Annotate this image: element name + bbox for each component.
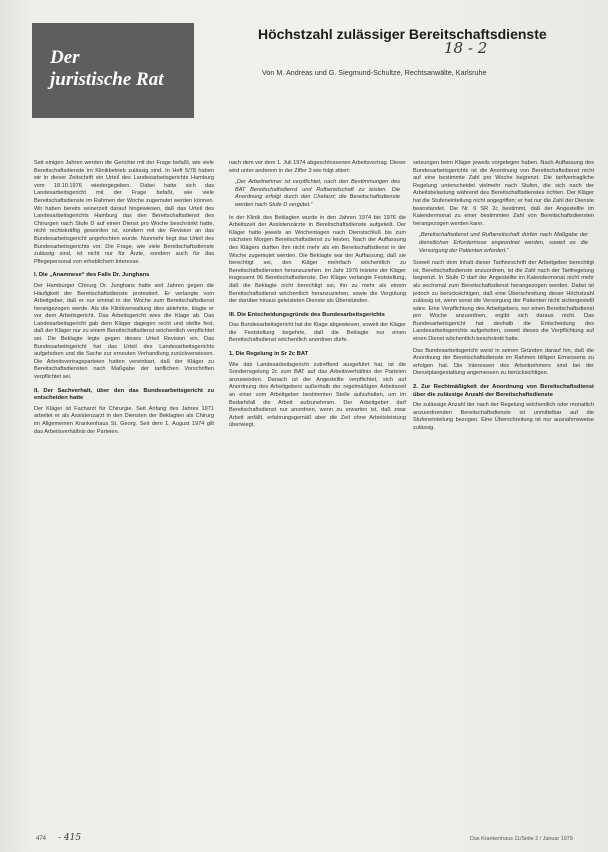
- paragraph: Der Kläger ist Facharzt für Chirurgie. Seit Anfang des Jahres 1971 arbeitet er als Assistenzarzt in den Diensten der Beklagten als Chirurg im Allgemeinen Krankenhaus St. Georg. Seit dem 1. August 1974 gilt das Arbeitsverhältnis der Parteien.: [34, 405, 214, 435]
- paragraph: setzungen beim Kläger jeweils vorgelegen haben. Nach Auffassung des Bundesarbeitsgerichts ist die Anordnung von Bereitschaftsdienst nicht auf eine bestimmte Zahl pro Woche begrenzt. Die tarifvertragliche Regelung unterscheidet vielmehr nach Stufen, die sich nach der Arbeitsbelastung während des Bereitschaftsdienstes richten. Der Kläger hat die Stufeneinteilung nicht angegriffen; er hat nur die Zahl der Dienste beanstandet. Die Nr. 6 SR 2c bestimmt, daß der Angestellte im Kalendermonat zu einer bestimmten Zahl von Bereitschaftsdiensten herangezogen werden kann.: [413, 160, 594, 227]
- text-column-2: [229, 160, 406, 828]
- subsection-heading: 2. Zur Rechtmäßigkeit der Anordnung von Bereitschaftsdienst über die zulässige Anzahl der Bereitschaftsdienste: [413, 384, 594, 398]
- subsection-heading: 1. Die Regelung in Sr 2c BAT: [229, 351, 309, 358]
- text-column-3: [413, 160, 594, 828]
- paragraph: Der Hamburger Chirurg Dr. Junghans hatte seit Jahren gegen die Häufigkeit der Bereitschaftsdienste protestiert. Er verlangte vom Arbeitgeber, daß er nur einmal in der Woche zum Bereitschaftsdienst herangezogen werde. Als die Klinikverwaltung dies ablehnte, klagte er vor dem Arbeitsgericht. Das Arbeitsgericht wies die Klage ab. Das Landesarbeitsgericht gab dem Kläger dagegen recht und stellte fest, daß der Kläger nur zu einem Bereitschaftsdienst wöchentlich verpflichtet sei. Die Beklagte legte gegen dieses Urteil Revision ein. Das Bundesarbeitsgericht hat das Urteil des Landesarbeitsgerichts aufgehoben und die Sache zur erneuten Verhandlung zurückverwiesen. Die Arbeitsvertragsparteien hatten vereinbart, daß der Kläger zu Bereitschaftsdiensten nach Maßgabe der tariflichen Vorschriften verpflichtet sei.: [34, 282, 214, 381]
- paragraph: Das Bundesarbeitsgericht hat die Klage abgewiesen, soweit der Kläger die Feststellung begehrte, daß die Beklagte nur einen Bereitschaftsdienst wöchentlich anordnen dürfe.: [229, 322, 406, 344]
- paragraph: Das Bundesarbeitsgericht weist in seinen Gründen darauf hin, daß die Anordnung der Bereitschaftsdienste im Rahmen billigen Ermessens zu erfolgen hat. Die Interessen des Arbeitnehmers sind bei der Dienstplangestaltung angemessen zu berücksichtigen.: [413, 347, 594, 377]
- paragraph: nach dem vor dem 1. Juli 1974 abgeschlossenen Arbeitsvertrag. Dieser wird unter anderem in der Ziffer 3 wie folgt zitiert:: [229, 160, 406, 174]
- paragraph: In der Klinik des Beklagten wurde in den Jahren 1974 bis 1976 die Arbeitszeit der Assistenzärzte in Bereitschaftsdienste aufgeteilt. Der Kläger hatte jeweils an Wochentagen nach Dienstschluß bis zum nächsten Morgen Bereitschaftsdienst zu leisten. Nach der Auffassung des Klägers durften ihm nicht mehr als ein Bereitschaftsdienst in der Woche zugemutet werden. Die Beklagte war der Auffassung, daß sie berechtigt sei, den Kläger mehrfach wöchentlich zu Bereitschaftsdiensten heranzuziehen. Im Jahr 1976 leistete der Kläger insgesamt 96 Bereitschaftsdienste. Der Kläger verlangte Feststellung, daß die Beklagte nicht berechtigt sei, ihn zu mehr als einem Bereitschaftsdienst wöchentlich heranzuziehen, sowie die Vergütung der darüber hinaus geleisteten Dienste als Überstunden.: [229, 214, 406, 305]
- paragraph: Seit einigen Jahren werden die Gerichte mit der Frage befaßt, wie viele Bereitschaftsdienste im Klinikbetrieb zulässig sind. In Heft 5/78 haben wir in dieser Zeitschrift ein Urteil des Landesarbeitsgerichts Hamburg vom 18.10.1976 wiedergegeben. Dabei hatte sich das Landesarbeitsgericht mit der Frage befaßt, wie viele Bereitschaftsdienste im Rahmen der Woche zugemutet werden können. Wir haben bereits seinerzeit darauf hingewiesen, daß das Urteil des Landesarbeitsgerichts Hamburg das den Bereitschaftsdienst des Chirurgen nach Stufe D auf einen Dienst pro Woche beschränkt hatte, nicht rechtskräftig geworden ist, sondern mit der Revision an das Bundesarbeitsgericht angefochten wurde. Nunmehr liegt das Urteil des Bundesarbeitsgerichts vor. Die Frage, wie viele Bereitschaftsdienste zulässig sind, ist nicht nur für Ärzte, sondern auch für das Pflegepersonal von erheblichem Interesse.: [34, 160, 214, 265]
- paragraph: Wie das Landesarbeitsgericht zutreffend ausgeführt hat, ist die Sonderregelung 2c zum BAT auf das Arbeitsverhältnis der Parteien anzuwenden. Danach ist der Angestellte verpflichtet, sich auf Anordnung des Arbeitgebers außerhalb der regelmäßigen Arbeitszeit an einer vom Arbeitgeber bestimmten Stelle aufzuhalten, um im Bedarfsfall die Arbeit aufzunehmen. Der Arbeitgeber darf Bereitschaftsdienst nur anordnen, wenn zu erwarten ist, daß zwar Arbeit anfällt, erfahrungsgemäß aber die Zeit ohne Arbeitsleistung überwiegt.: [229, 361, 406, 429]
- section-heading: I. Die „Anamnese“ des Falls Dr. Junghans: [34, 272, 150, 279]
- section-heading: II. Der Sachverhalt, über den das Bundesarbeitsgericht zu entscheiden hatte: [34, 387, 214, 402]
- section-heading: III. Die Entscheidungsgründe des Bundesarbeitsgerichts: [229, 311, 385, 318]
- column-banner: [32, 23, 194, 118]
- page-number: 474: [36, 836, 47, 842]
- banner-line-1: Der: [50, 47, 80, 68]
- handwritten-page-mark: - 415: [58, 833, 82, 843]
- block-quote: „Der Arbeitnehmer ist verpflichtet, nach den Bestimmungen des BAT Bereitschaftsdienst und Rufbereitschaft zu leisten. Die Anordnung erfolgt durch den Chefarzt; die Bereitschaftsdienste werden nach Stufe D vergütet.“: [235, 179, 400, 208]
- handwritten-note: 18 - 2: [444, 39, 488, 57]
- article-title: Höchstzahl zulässiger Bereitschaftsdienste: [258, 26, 547, 42]
- paragraph: Soweit nach dem Inhalt dieser Tarifvorschrift der Arbeitgeber berechtigt ist, Bereitschaftsdienste anzuordnen, ist die Zahl nach der Tarifregelung begrenzt. In Stufe D darf der Angestellte im Kalendermonat nicht mehr als sechsmal zum Bereitschaftsdienst herangezogen werden. Dabei ist jedoch zu berücksichtigen, daß eine Überschreitung dieser Höchstzahl zulässig ist, wenn sonst die Versorgung der Patienten nicht sichergestellt wäre. Eine Verpflichtung des Arbeitgebers, nur einen Bereitschaftsdienst pro Woche anzuordnen, ergibt sich daraus nicht. Das Bundesarbeitsgericht hat deshalb die Entscheidung des Landesarbeitsgerichts aufgehoben, soweit dieses die Verpflichtung auf einen Dienst wöchentlich beschränkt hatte.: [413, 260, 594, 343]
- banner-line-2: juristische Rat: [50, 69, 164, 90]
- block-quote: „Bereitschaftsdienst und Rufbereitschaft dürfen nach Maßgabe der dienstlichen Erfordernisse angeordnet werden, soweit es die Versorgung der Patienten erfordert.“: [419, 232, 588, 254]
- page-footer: Das Krankenhaus 11/Seite 2 / Januar 1979: [470, 836, 573, 842]
- banner-title: [50, 47, 164, 91]
- paragraph: Die zulässige Anzahl der nach der Regelung wöchentlich oder monatlich anzuordnenden Bereitschaftsdienste ist unmittelbar auf die Stufeneinteilung bezogen. Eine Überschreitung ist nur ausnahmsweise zulässig.: [413, 402, 594, 431]
- text-column-1: [34, 160, 214, 836]
- article-authors: Von M. Andreas und G. Siegmund-Schultze, Rechtsanwälte, Karlsruhe: [262, 68, 487, 77]
